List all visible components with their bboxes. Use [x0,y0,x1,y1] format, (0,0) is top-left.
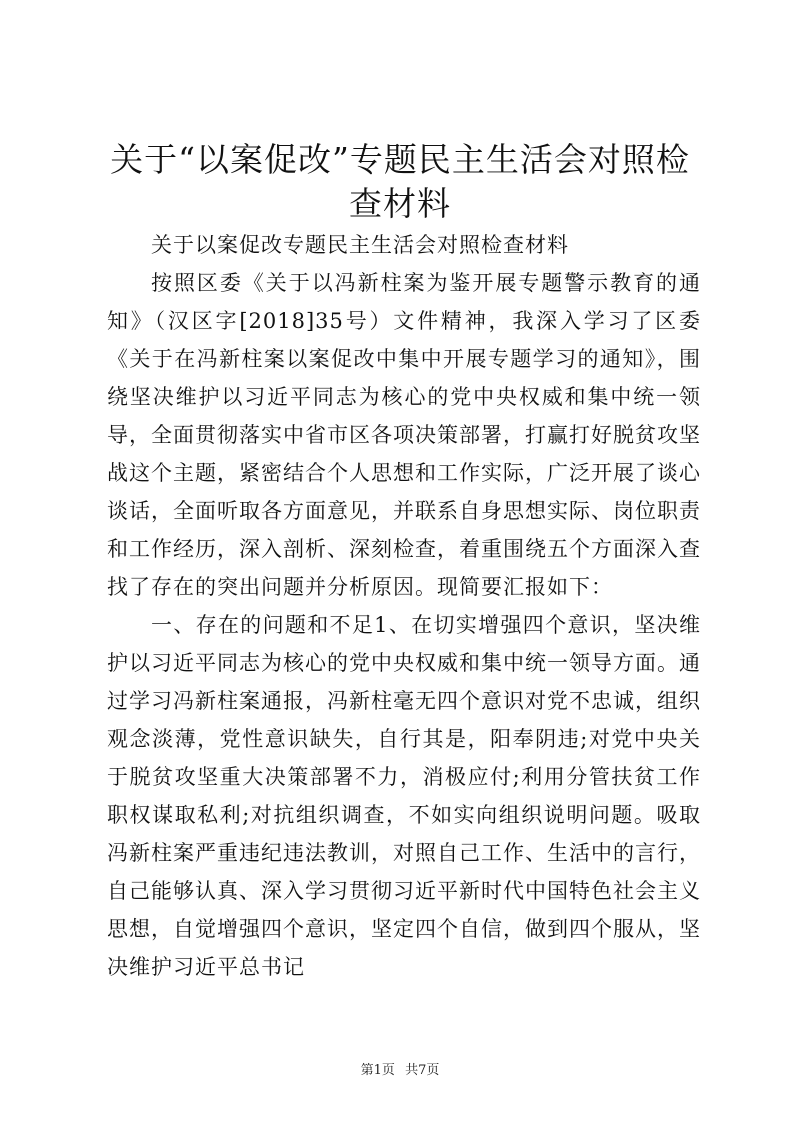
page-footer [0,1062,800,1080]
document-title: 关于“以案促改”专题民主生活会对照检查材料 [110,140,690,223]
page-total: 共7页 [405,1063,440,1078]
page-number: 第1页 [360,1063,395,1078]
body-paragraph: 一、存在的问题和不足1、在切实增强四个意识，坚决维护以习近平同志为核心的党中央权威和集中统一领导方面。通过学习冯新柱案通报，冯新柱毫无四个意识对党不忠诚，组织观念淡薄，党性意识缺失，自行其是，阳奉阴违;对党中央关于脱贫攻坚重大决策部署不力，消极应付;利用分管扶贫工作职权谋取私利;对抗组织调查，不如实向组织说明问题。吸取冯新柱案严重违纪违法教训，对照自己工作、生活中的言行，自己能够认真、深入学习贯彻习近平新时代中国特色社会主义思想，自觉增强四个意识，坚定四个自信，做到四个服从，坚决维护习近平总书记 [107,613,701,979]
body-paragraph: 按照区委《关于以冯新柱案为鉴开展专题警示教育的通知》（汉区字[2018]35号）文件精神，我深入学习了区委《关于在冯新柱案以案促改中集中开展专题学习的通知》，围绕坚决维护以习近平同志为核心的党中央权威和集中统一领导，全面贯彻落实中省市区各项决策部署，打赢打好脱贫攻坚战这个主题，紧密结合个人思想和工作实际，广泛开展了谈心谈话，全面听取各方面意见，并联系自身思想实际、岗位职责和工作经历，深入剖析、深刻检查，着重围绕五个方面深入查找了存在的突出问题并分析原因。现简要汇报如下： [107,271,701,599]
subtitle-paragraph: 关于以案促改专题民主生活会对照检查材料 [151,233,569,257]
document-body [107,226,701,986]
